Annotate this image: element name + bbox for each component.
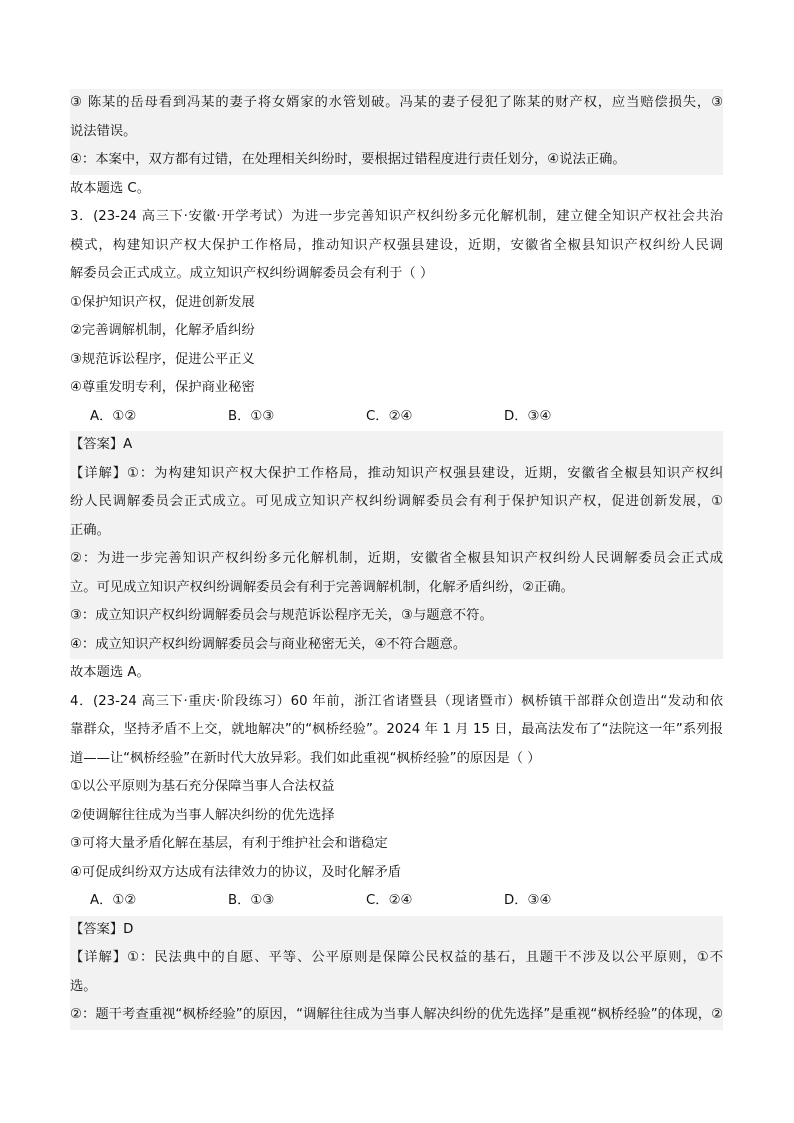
question-4-block [70, 659, 723, 916]
question-3-detail-line-5: 立。可见成立知识产权纠纷调解委员会有利于完善调解机制，化解矛盾纠纷，②正确。 [70, 579, 574, 595]
question-4-stem-line-1: 4．(23-24 高三下·重庆·阶段练习）60 年前，浙江省诸暨县（现诸暨市）枫桥镇干部群众创造出“发动和依 [70, 693, 723, 709]
question-4-detail-line-2: 选。 [70, 978, 97, 994]
question-4-detail-line-3: ②：题干考查重视“枫桥经验”的原因，“调解往往成为当事人解决纠纷的优先选择”是重视“枫桥经验”的体现，② [70, 1007, 723, 1022]
question-3-item: ①保护知识产权，促进创新发展 [70, 294, 255, 310]
question-4-item: ④可促成纠纷双方达成有法律效力的协议，及时化解矛盾 [70, 864, 402, 880]
question-3-stem-line-1: 3．(23-24 高三下·安徽·开学考试）为进一步完善知识产权纠纷多元化解机制，建立健全知识产权社会共治 [70, 209, 723, 224]
question-3-item: ③规范诉讼程序，促进公平正义 [70, 351, 255, 367]
question-3-stem-line-2: 模式，构建知识产权大保护工作格局，推动知识产权强县建设，近期，安徽省全椒县知识产权纠纷人民调 [70, 237, 723, 253]
question-3-detail-line-4: ②：为进一步完善知识产权纠纷多元化解机制，近期，安徽省全椒县知识产权纠纷人民调解委员会正式成 [70, 551, 723, 566]
question-3-conclusion: 故本题选 A。 [70, 665, 150, 680]
previous-analysis-block [70, 89, 723, 175]
question-4-item: ①以公平原则为基石充分保障当事人合法权益 [70, 779, 335, 794]
question-3-item: ②完善调解机制，化解矛盾纠纷 [70, 323, 255, 338]
option-c: C．②④ [366, 893, 413, 908]
question-4-item: ③可将大量矛盾化解在基层，有利于维护社会和谐稳定 [70, 836, 388, 851]
question-3-options [70, 403, 723, 432]
option-b: B．①③ [228, 408, 275, 424]
question-3-detail-line-3: 正确。 [70, 522, 110, 538]
option-b: B．①③ [228, 893, 275, 908]
analysis-point-3-line-1: ③ 陈某的岳母看到冯某的妻子将女婿家的水管划破。冯某的妻子侵犯了陈某的财产权，应当赔偿损失，③ [70, 95, 723, 110]
question-3-block [70, 175, 723, 432]
question-3-stem-line-3: 解委员会正式成立。成立知识产权纠纷调解委员会有利于（ ） [70, 266, 434, 281]
question-4-options [70, 887, 723, 916]
question-3-solution [70, 431, 723, 659]
previous-conclusion: 故本题选 C。 [70, 180, 150, 196]
question-4-stem-line-3: 道——让“枫桥经验”在新时代大放异彩。我们如此重视“枫桥经验”的原因是（ ） [70, 750, 541, 766]
question-4-detail-line-1: 【详解】①：民法典中的自愿、平等、公平原则是保障公民权益的基石，且题干不涉及以公平原则，①不 [70, 950, 723, 965]
question-3-detail-line-2: 纷人民调解委员会正式成立。可见成立知识产权纠纷调解委员会有利于保护知识产权，促进创新发展，① [70, 494, 723, 509]
question-3-answer: 【答案】A [70, 437, 133, 452]
question-3-detail-line-7: ④：成立知识产权纠纷调解委员会与商业秘密无关，④不符合题意。 [70, 636, 467, 652]
question-4-stem-line-2: 靠群众，坚持矛盾不上交，就地解决”的“枫桥经验”。2024 年 1 月 15 日，最高法发布了“法院这一年”系列报 [70, 722, 723, 737]
option-d: D．③④ [504, 893, 552, 908]
question-3-detail-line-1: 【详解】①：为构建知识产权大保护工作格局，推动知识产权强县建设，近期，安徽省全椒县知识产权纠 [70, 465, 723, 481]
question-4-answer: 【答案】D [70, 921, 134, 937]
option-a: A．①② [90, 893, 137, 908]
question-3-item: ④尊重发明专利，保护商业秘密 [70, 380, 255, 395]
option-c: C．②④ [366, 408, 413, 424]
analysis-point-4: ④：本案中，双方都有过错，在处理相关纠纷时，要根据过错程度进行责任划分，④说法正确。 [70, 152, 626, 167]
analysis-point-3-line-2: 说法错误。 [70, 123, 137, 139]
question-3-detail-line-6: ③：成立知识产权纠纷调解委员会与规范诉讼程序无关，③与题意不符。 [70, 608, 493, 623]
question-4-solution [70, 916, 723, 1030]
option-a: A．①② [90, 408, 137, 424]
option-d: D．③④ [504, 408, 552, 424]
question-4-item: ②使调解往往成为当事人解决纠纷的优先选择 [70, 807, 335, 823]
